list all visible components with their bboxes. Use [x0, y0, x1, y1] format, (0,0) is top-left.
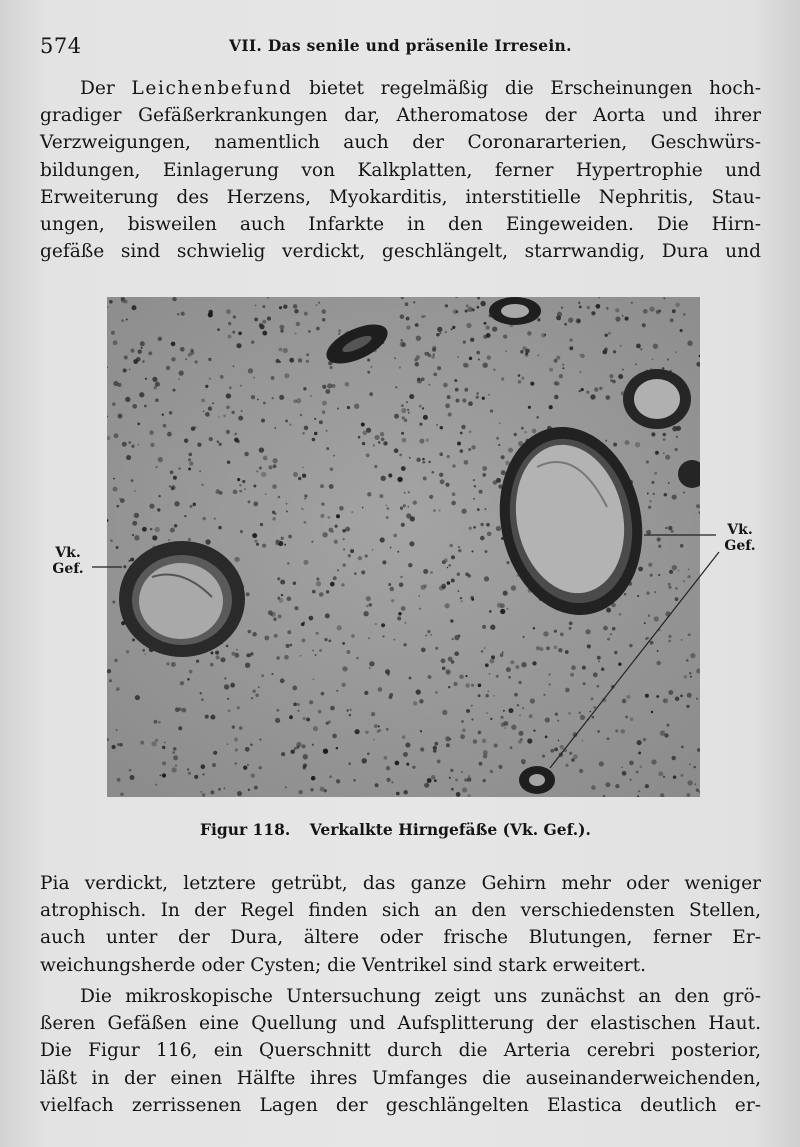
vessel-label-left [48, 545, 88, 577]
label-line: Vk. [727, 522, 753, 538]
text-line: ungen, bisweilen auch Infarkte in den Eingeweiden. Die Hirn- [40, 214, 761, 236]
text-line: bildungen, Einlagerung von Kalkplatten, ferner Hypertrophie und [40, 159, 761, 181]
text-line: Die Figur 116, ein Querschnitt durch die Arteria cerebri posterior, [40, 1040, 761, 1062]
text-line: Erweiterung des Herzens, Myokarditis, interstitielle Nephritis, Stau- [40, 186, 761, 208]
text-line: weichungsherde oder Cysten; die Ventrikel sind stark erweitert. [40, 954, 646, 976]
text-line: atrophisch. In der Regel finden sich an den verschiedensten Stellen, [40, 900, 761, 922]
text-line: gefäße sind schwielig verdickt, geschlängelt, starrwandig, Dura und [40, 241, 761, 263]
text-line: Verzweigungen, namentlich auch der Coronararterien, Geschwürs- [40, 132, 761, 154]
text-line: vielfach zerrissenen Lagen der geschlängelten Elastica deutlich er- [40, 1094, 761, 1116]
text-line: Pia verdickt, letztere getrübt, das ganze Gehirn mehr oder weniger [40, 873, 761, 894]
text-line: Der Leichenbefund bietet regelmäßig die Erscheinungen hoch- [80, 78, 761, 99]
figure-caption [200, 820, 620, 839]
text-line: Die mikroskopische Untersuchung zeigt uns zunächst an den grö- [80, 986, 761, 1007]
emphasized-word: Leichenbefund [131, 78, 293, 99]
text-line: gradiger Gefäßerkrankungen dar, Atheromatose der Aorta und ihrer [40, 105, 761, 127]
figure-number: Figur 118. [200, 820, 291, 839]
label-line: Gef. [52, 561, 84, 577]
paragraph-microscopic-examination [40, 983, 761, 1119]
vessel-label-right [720, 522, 760, 554]
text-line: läßt in der einen Hälfte ihres Umfanges die auseinanderweichenden, [40, 1067, 761, 1089]
running-title: VII. Das senile und präsenile Irresein. [229, 36, 572, 55]
page-number: 574 [40, 34, 82, 58]
figure-caption-text: Verkalkte Hirngefäße (Vk. Gef.). [309, 820, 591, 839]
text-line: auch unter der Dura, ältere oder frische Blutungen, ferner Er- [40, 927, 761, 949]
paragraph-brain-findings [40, 870, 761, 979]
text-line: ßeren Gefäßen eine Quellung und Aufsplitterung der elastischen Haut. [40, 1013, 761, 1035]
label-line: Vk. [55, 545, 81, 561]
label-line: Gef. [724, 538, 756, 554]
